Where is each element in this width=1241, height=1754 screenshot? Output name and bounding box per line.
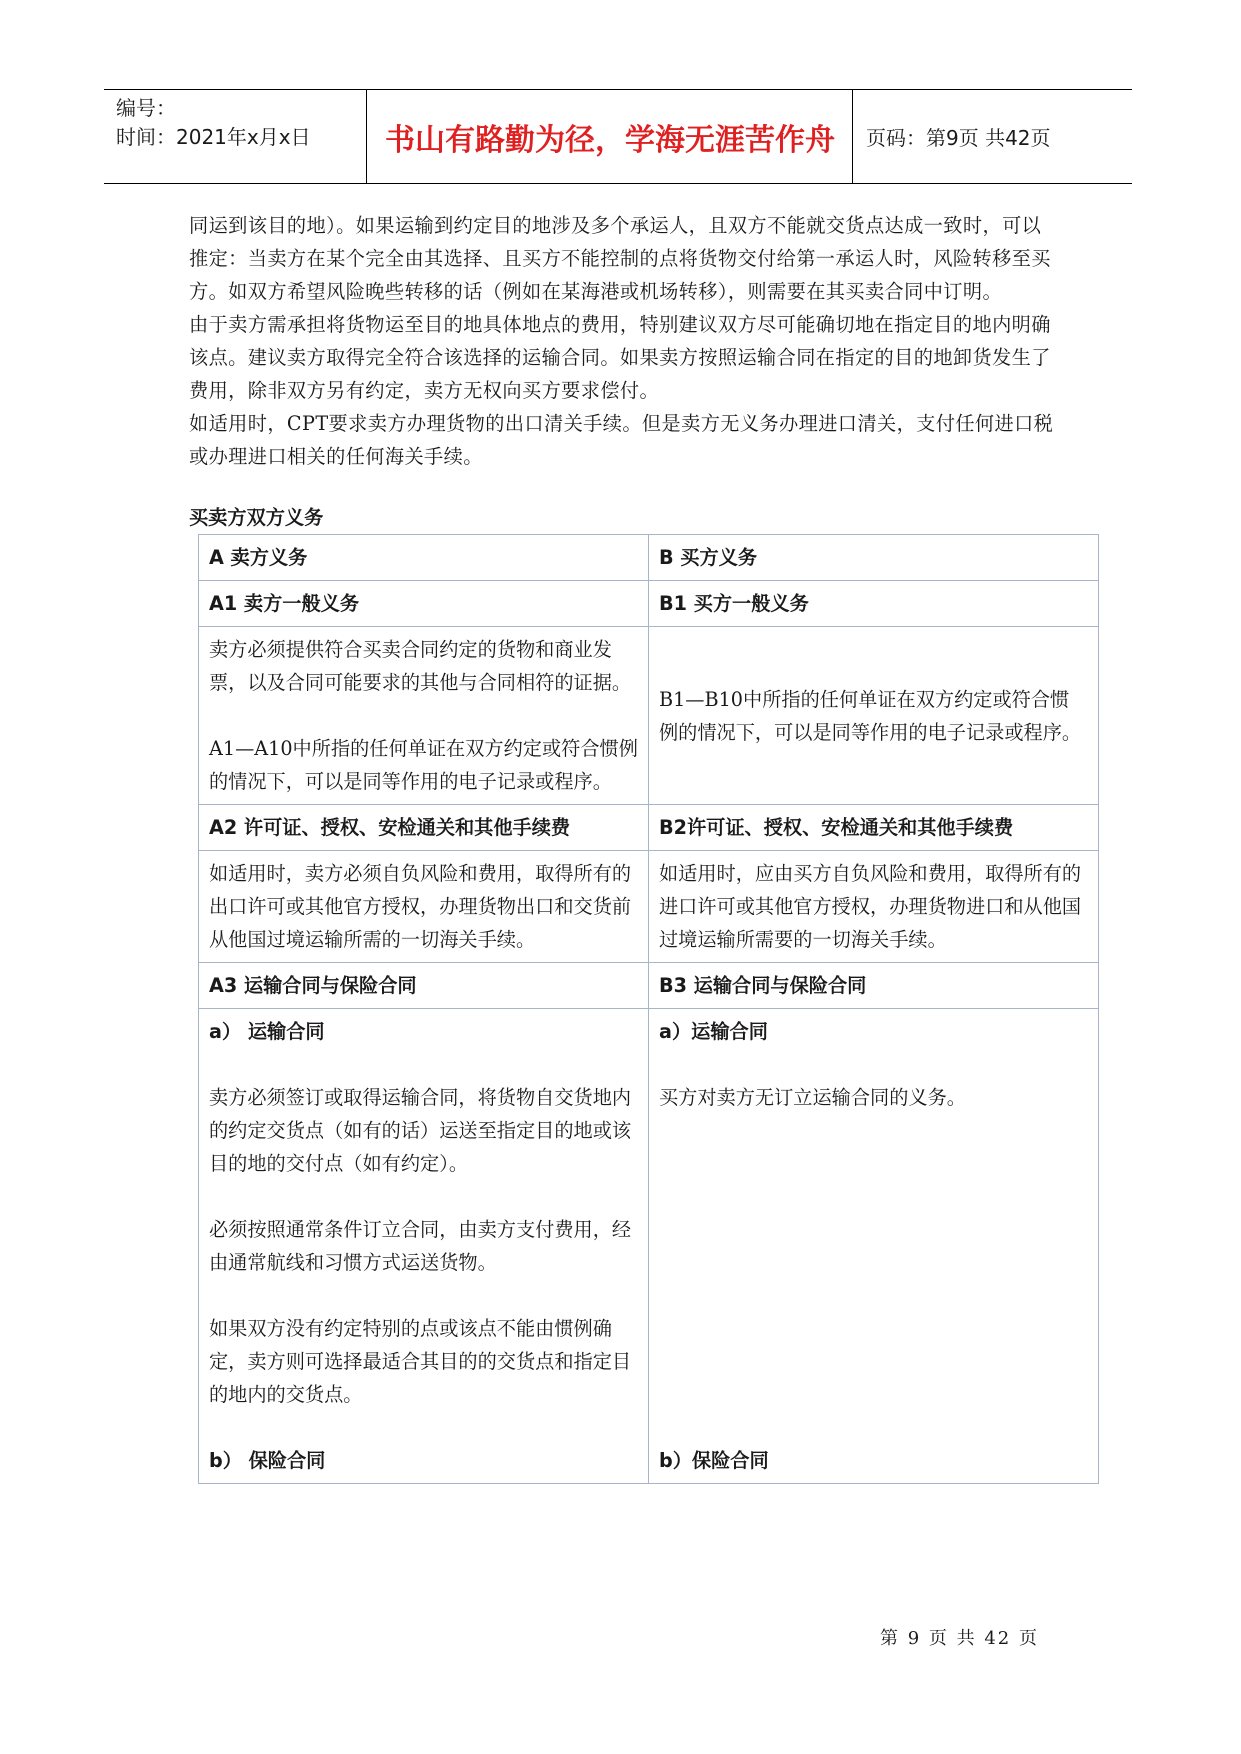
table-row xyxy=(199,627,1099,805)
b3-subheading: b）保险合同 xyxy=(659,1449,769,1472)
body-text xyxy=(189,209,1059,473)
document-time-label: 时间：2021年x月x日 xyxy=(116,125,311,149)
column-header-buyer: B 买方义务 xyxy=(649,535,1099,581)
table-row xyxy=(199,1009,1099,1484)
a3-subheading: b） 保险合同 xyxy=(209,1449,326,1472)
page-footer: 第 9 页 共 42 页 xyxy=(880,1628,1039,1649)
b3-title: B3 运输合同与保险合同 xyxy=(649,963,1099,1009)
obligations-table xyxy=(198,534,1099,1484)
header-divider xyxy=(852,90,853,183)
a3-content xyxy=(199,1009,649,1484)
a2-title: A2 许可证、授权、安检通关和其他手续费 xyxy=(199,805,649,851)
header-motto: 书山有路勤为径，学海无涯苦作舟 xyxy=(385,122,835,158)
a1-title: A1 卖方一般义务 xyxy=(199,581,649,627)
a2-paragraph: 如适用时，卖方必须自负风险和费用，取得所有的出口许可或其他官方授权，办理货物出口和交货前从他国过境运输所需的一切海关手续。 xyxy=(209,862,632,951)
table-row xyxy=(199,535,1099,581)
table-row xyxy=(199,581,1099,627)
a3-paragraph: 如果双方没有约定特别的点或该点不能由惯例确定，卖方则可选择最适合其目的的交货点和指定目的地内的交货点。 xyxy=(209,1317,632,1406)
header-meta xyxy=(116,94,366,152)
header-divider xyxy=(366,90,367,183)
b2-title: B2许可证、授权、安检通关和其他手续费 xyxy=(649,805,1099,851)
a2-content xyxy=(199,851,649,963)
page-header xyxy=(104,89,1132,184)
a1-paragraph: 卖方必须提供符合买卖合同约定的货物和商业发票，以及合同可能要求的其他与合同相符的证据。 xyxy=(209,638,632,694)
a3-subheading: a） 运输合同 xyxy=(209,1020,325,1043)
b3-paragraph: 买方对卖方无订立运输合同的义务。 xyxy=(659,1086,966,1109)
table-row xyxy=(199,963,1099,1009)
b2-paragraph: 如适用时，应由买方自负风险和费用，取得所有的进口许可或其他官方授权，办理货物进口和从他国过境运输所需要的一切海关手续。 xyxy=(659,862,1082,951)
header-page-number: 页码：第9页 共42页 xyxy=(866,126,1051,150)
body-paragraph: 同运到该目的地）。如果运输到约定目的地涉及多个承运人，且双方不能就交货点达成一致时，可以推定：当卖方在某个完全由其选择、且买方不能控制的点将货物交付给第一承运人时，风险转移至买方。如双方希望风险晚些转移的话（例如在某海港或机场转移），则需要在其买卖合同中订明。 xyxy=(189,214,1051,303)
a3-paragraph: 必须按照通常条件订立合同，由卖方支付费用，经由通常航线和习惯方式运送货物。 xyxy=(209,1218,632,1274)
b3-subheading: a）运输合同 xyxy=(659,1020,768,1043)
b1-paragraph: B1—B10中所指的任何单证在双方约定或符合惯例的情况下，可以是同等作用的电子记录或程序。 xyxy=(659,687,1082,744)
column-header-seller: A 卖方义务 xyxy=(199,535,649,581)
b1-content xyxy=(649,627,1099,805)
b2-content xyxy=(649,851,1099,963)
table-row xyxy=(199,851,1099,963)
a3-title: A3 运输合同与保险合同 xyxy=(199,963,649,1009)
body-paragraph: 如适用时，CPT要求卖方办理货物的出口清关手续。但是卖方无义务办理进口清关，支付任何进口税或办理进口相关的任何海关手续。 xyxy=(189,412,1054,468)
b3-content xyxy=(649,1009,1099,1484)
a1-content xyxy=(199,627,649,805)
body-paragraph: 由于卖方需承担将货物运至目的地具体地点的费用，特别建议双方尽可能确切地在指定目的地内明确该点。建议卖方取得完全符合该选择的运输合同。如果卖方按照运输合同在指定的目的地卸货发生了费用，除非双方另有约定，卖方无权向买方要求偿付。 xyxy=(189,313,1051,402)
section-title: 买卖方双方义务 xyxy=(189,506,324,529)
a3-paragraph: 卖方必须签订或取得运输合同，将货物自交货地内的约定交货点（如有的话）运送至指定目的地或该目的地的交付点（如有约定）。 xyxy=(209,1086,632,1175)
table-row xyxy=(199,805,1099,851)
a1-paragraph: A1—A10中所指的任何单证在双方约定或符合惯例的情况下，可以是同等作用的电子记录或程序。 xyxy=(209,737,638,793)
b1-title: B1 买方一般义务 xyxy=(649,581,1099,627)
document-number-label: 编号： xyxy=(116,96,176,120)
